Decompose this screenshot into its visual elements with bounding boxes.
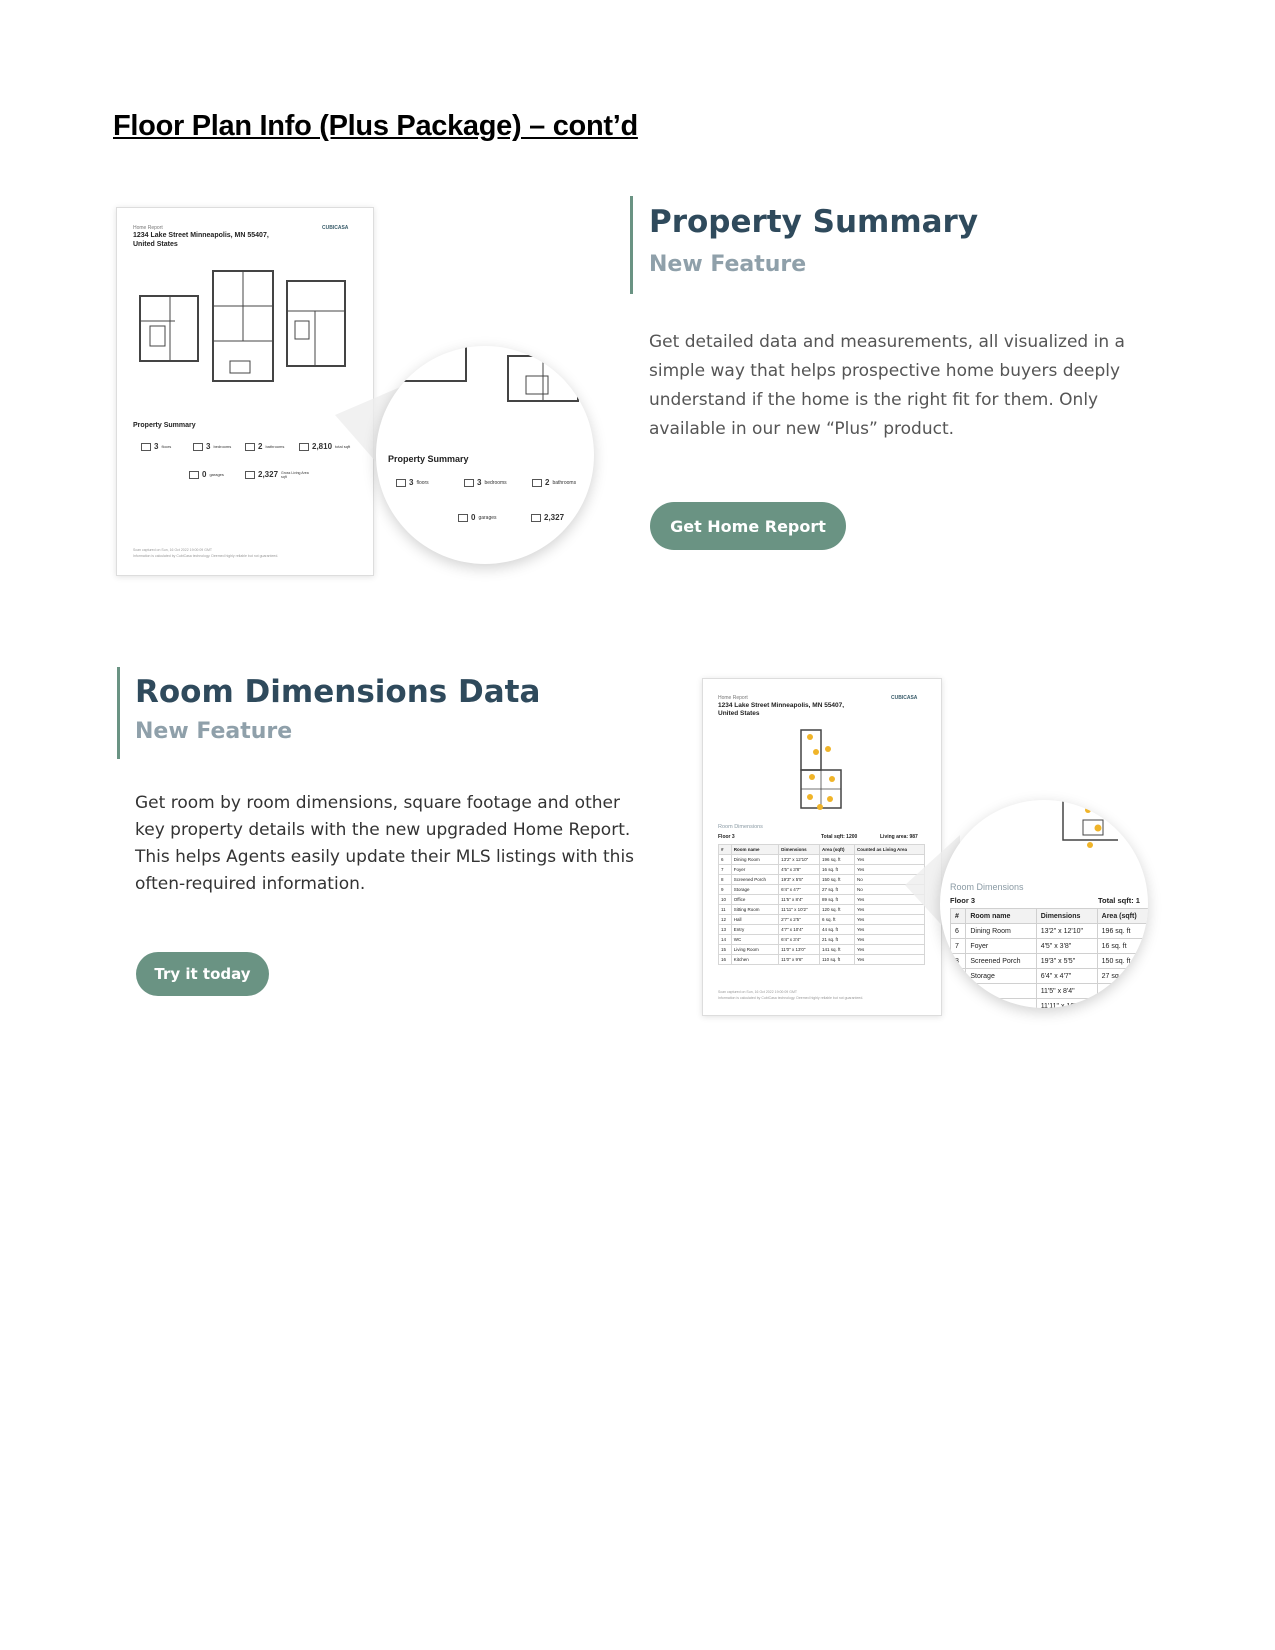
room-dimensions-table bbox=[718, 844, 925, 965]
zoom-stat-bathrooms: 2 bathrooms bbox=[532, 478, 576, 487]
bathtub-icon bbox=[532, 479, 542, 487]
table-row: 8 Screened Porch 19'3" x 5'5" 150 sq. ft No bbox=[719, 875, 925, 885]
report-brand-logo: CUBICASA bbox=[322, 225, 349, 231]
table-row: 12 Hall 2'7" x 2'5" 6 sq. ft Yes bbox=[719, 915, 925, 925]
room-dimensions-subtitle: New Feature bbox=[135, 719, 293, 744]
table-row: 16 Kitchen 11'0" x 9'6" 110 sq. ft Yes bbox=[719, 955, 925, 965]
report-footer-line2: Information is calculated by CubiCasa technology. Deemed highly reliable but not guaranteed. bbox=[718, 996, 864, 1000]
stat-living-area: 2,327 Gross Living Area sqft bbox=[245, 470, 311, 479]
report-summary-heading: Property Summary bbox=[133, 422, 196, 429]
table-row: 11'11" x 10'2" bbox=[951, 999, 1149, 1009]
zoomed-floor-plan-markers bbox=[1058, 800, 1128, 855]
zoom-total-sqft: Total sqft: 1 bbox=[1098, 896, 1140, 905]
report-address-line1: 1234 Lake Street Minneapolis, MN 55407, bbox=[133, 232, 269, 239]
zoom-table-wrapper bbox=[950, 908, 1148, 1008]
total-sqft: Total sqft: 1200 bbox=[821, 834, 858, 840]
column-header: Room name bbox=[966, 909, 1036, 924]
zoom-room-dimensions-table bbox=[950, 908, 1148, 1008]
bathtub-icon bbox=[245, 443, 255, 451]
page-title: Floor Plan Info (Plus Package) – cont’d bbox=[113, 110, 638, 142]
room-dimensions-zoom-circle bbox=[940, 800, 1148, 1008]
room-dimensions-table-body bbox=[719, 855, 925, 965]
column-header: Area (sqft) bbox=[819, 845, 854, 855]
sofa-icon bbox=[531, 514, 541, 522]
room-dimensions-description: Get room by room dimensions, square footage and other key property details with the new upgraded Home Report. This helps Agents easily update their MLS listings with this often-required information. bbox=[135, 793, 635, 894]
floor-plan-drawing bbox=[135, 266, 355, 396]
report-brand-logo: CUBICASA bbox=[891, 695, 918, 701]
zoom-floor-label: Floor 3 bbox=[950, 896, 976, 905]
table-row: 13 Entry 4'7" x 10'4" 44 sq. ft Yes bbox=[719, 925, 925, 935]
zoom-stat-living-area: 2,327 bbox=[531, 513, 564, 522]
column-header: Area (sqft) bbox=[1097, 909, 1148, 924]
floor-plan-with-markers bbox=[798, 727, 848, 812]
table-row: 8 Screened Porch 19'3" x 5'5" 150 sq. ft bbox=[951, 954, 1149, 969]
bed-icon bbox=[464, 479, 474, 487]
room-dimensions-label: Room Dimensions bbox=[718, 824, 763, 830]
column-header: Dimensions bbox=[1036, 909, 1097, 924]
table-row: 9 Storage 6'4" x 4'7" 27 sq. bbox=[951, 969, 1149, 984]
floors-icon bbox=[141, 443, 151, 451]
property-summary-zoom-circle bbox=[376, 346, 594, 564]
report-footer-line1: Scan captured on Sun, 16 Oct 2022 19:00:09 GMT bbox=[718, 990, 797, 994]
zoom-stat-floors: 3 floors bbox=[396, 478, 429, 487]
stat-total-sqft: 2,810 total sqft bbox=[299, 442, 350, 451]
zoom-table-body bbox=[951, 924, 1149, 1009]
column-header: Dimensions bbox=[779, 845, 820, 855]
zoom-summary-heading: Property Summary bbox=[388, 454, 469, 464]
table-header-row bbox=[951, 909, 1149, 924]
stat-floors: 3 floors bbox=[141, 442, 171, 451]
table-row: 9 Storage 6'4" x 4'7" 27 sq. ft No bbox=[719, 885, 925, 895]
property-summary-title: Property Summary bbox=[649, 204, 979, 240]
table-row: 10 Office 11'5" x 8'4" 89 sq. ft Yes bbox=[719, 895, 925, 905]
zoom-stat-bedrooms: 3 bedrooms bbox=[464, 478, 507, 487]
floors-icon bbox=[396, 479, 406, 487]
report-header-small: Home Report bbox=[718, 695, 748, 701]
table-row: 6 Dining Room 13'2" x 12'10" 196 sq. ft bbox=[951, 924, 1149, 939]
garage-icon bbox=[458, 514, 468, 522]
room-dimensions-table-wrapper bbox=[718, 844, 925, 965]
table-row: 15 Living Room 11'0" x 13'0" 141 sq. ft Yes bbox=[719, 945, 925, 955]
section-accent-bar bbox=[630, 196, 633, 294]
table-row: 11 Sitting Room 11'11" x 10'2" 120 sq. ft Yes bbox=[719, 905, 925, 915]
property-summary-description: Get detailed data and measurements, all visualized in a simple way that helps prospective home buyers deeply understand if the home is the right fit for them. Only available in our new “Plus” product. bbox=[649, 332, 1125, 439]
living-area: Living area: 987 bbox=[880, 834, 918, 840]
area-icon bbox=[299, 443, 309, 451]
stat-bedrooms: 3 bedrooms bbox=[193, 442, 231, 451]
garage-icon bbox=[189, 471, 199, 479]
section-accent-bar bbox=[117, 667, 120, 759]
zoom-room-dimensions-label: Room Dimensions bbox=[950, 882, 1024, 892]
stat-bathrooms: 2 bathrooms bbox=[245, 442, 284, 451]
table-header-row bbox=[719, 845, 925, 855]
report-address-line1: 1234 Lake Street Minneapolis, MN 55407, bbox=[718, 702, 845, 709]
table-row: 14 WC 6'4" x 3'4" 21 sq. ft Yes bbox=[719, 935, 925, 945]
table-row: 7 Foyer 4'5" x 3'8" 16 sq. ft bbox=[951, 939, 1149, 954]
table-row: 7 Foyer 4'5" x 3'8" 16 sq. ft Yes bbox=[719, 865, 925, 875]
report-address-line2: United States bbox=[718, 710, 760, 717]
get-home-report-button[interactable]: Get Home Report bbox=[650, 502, 846, 550]
stat-garages: 0 garages bbox=[189, 470, 224, 479]
report-footer-line1: Scan captured on Sun, 16 Oct 2022 19:00:09 GMT bbox=[133, 548, 212, 552]
floor-label: Floor 3 bbox=[718, 834, 735, 840]
bed-icon bbox=[193, 443, 203, 451]
column-header: Room name bbox=[731, 845, 778, 855]
zoomed-floor-plan bbox=[396, 346, 586, 416]
try-it-today-button[interactable]: Try it today bbox=[136, 952, 269, 996]
report-address-line2: United States bbox=[133, 241, 178, 248]
column-header: # bbox=[719, 845, 732, 855]
table-row: 6 Dining Room 13'2" x 12'10" 196 sq. ft Yes bbox=[719, 855, 925, 865]
zoom-stat-garages: 0 garages bbox=[458, 513, 497, 522]
table-row: 11'5" x 8'4" bbox=[951, 984, 1149, 999]
property-summary-subtitle: New Feature bbox=[649, 252, 807, 277]
report-footer-line2: Information is calculated by CubiCasa technology. Deemed highly reliable but not guaranteed. bbox=[133, 554, 279, 558]
column-header: Counted as Living Area bbox=[854, 845, 924, 855]
room-dimensions-title: Room Dimensions Data bbox=[135, 674, 541, 710]
sofa-icon bbox=[245, 471, 255, 479]
column-header: # bbox=[951, 909, 966, 924]
report-header-small: Home Report bbox=[133, 225, 163, 231]
